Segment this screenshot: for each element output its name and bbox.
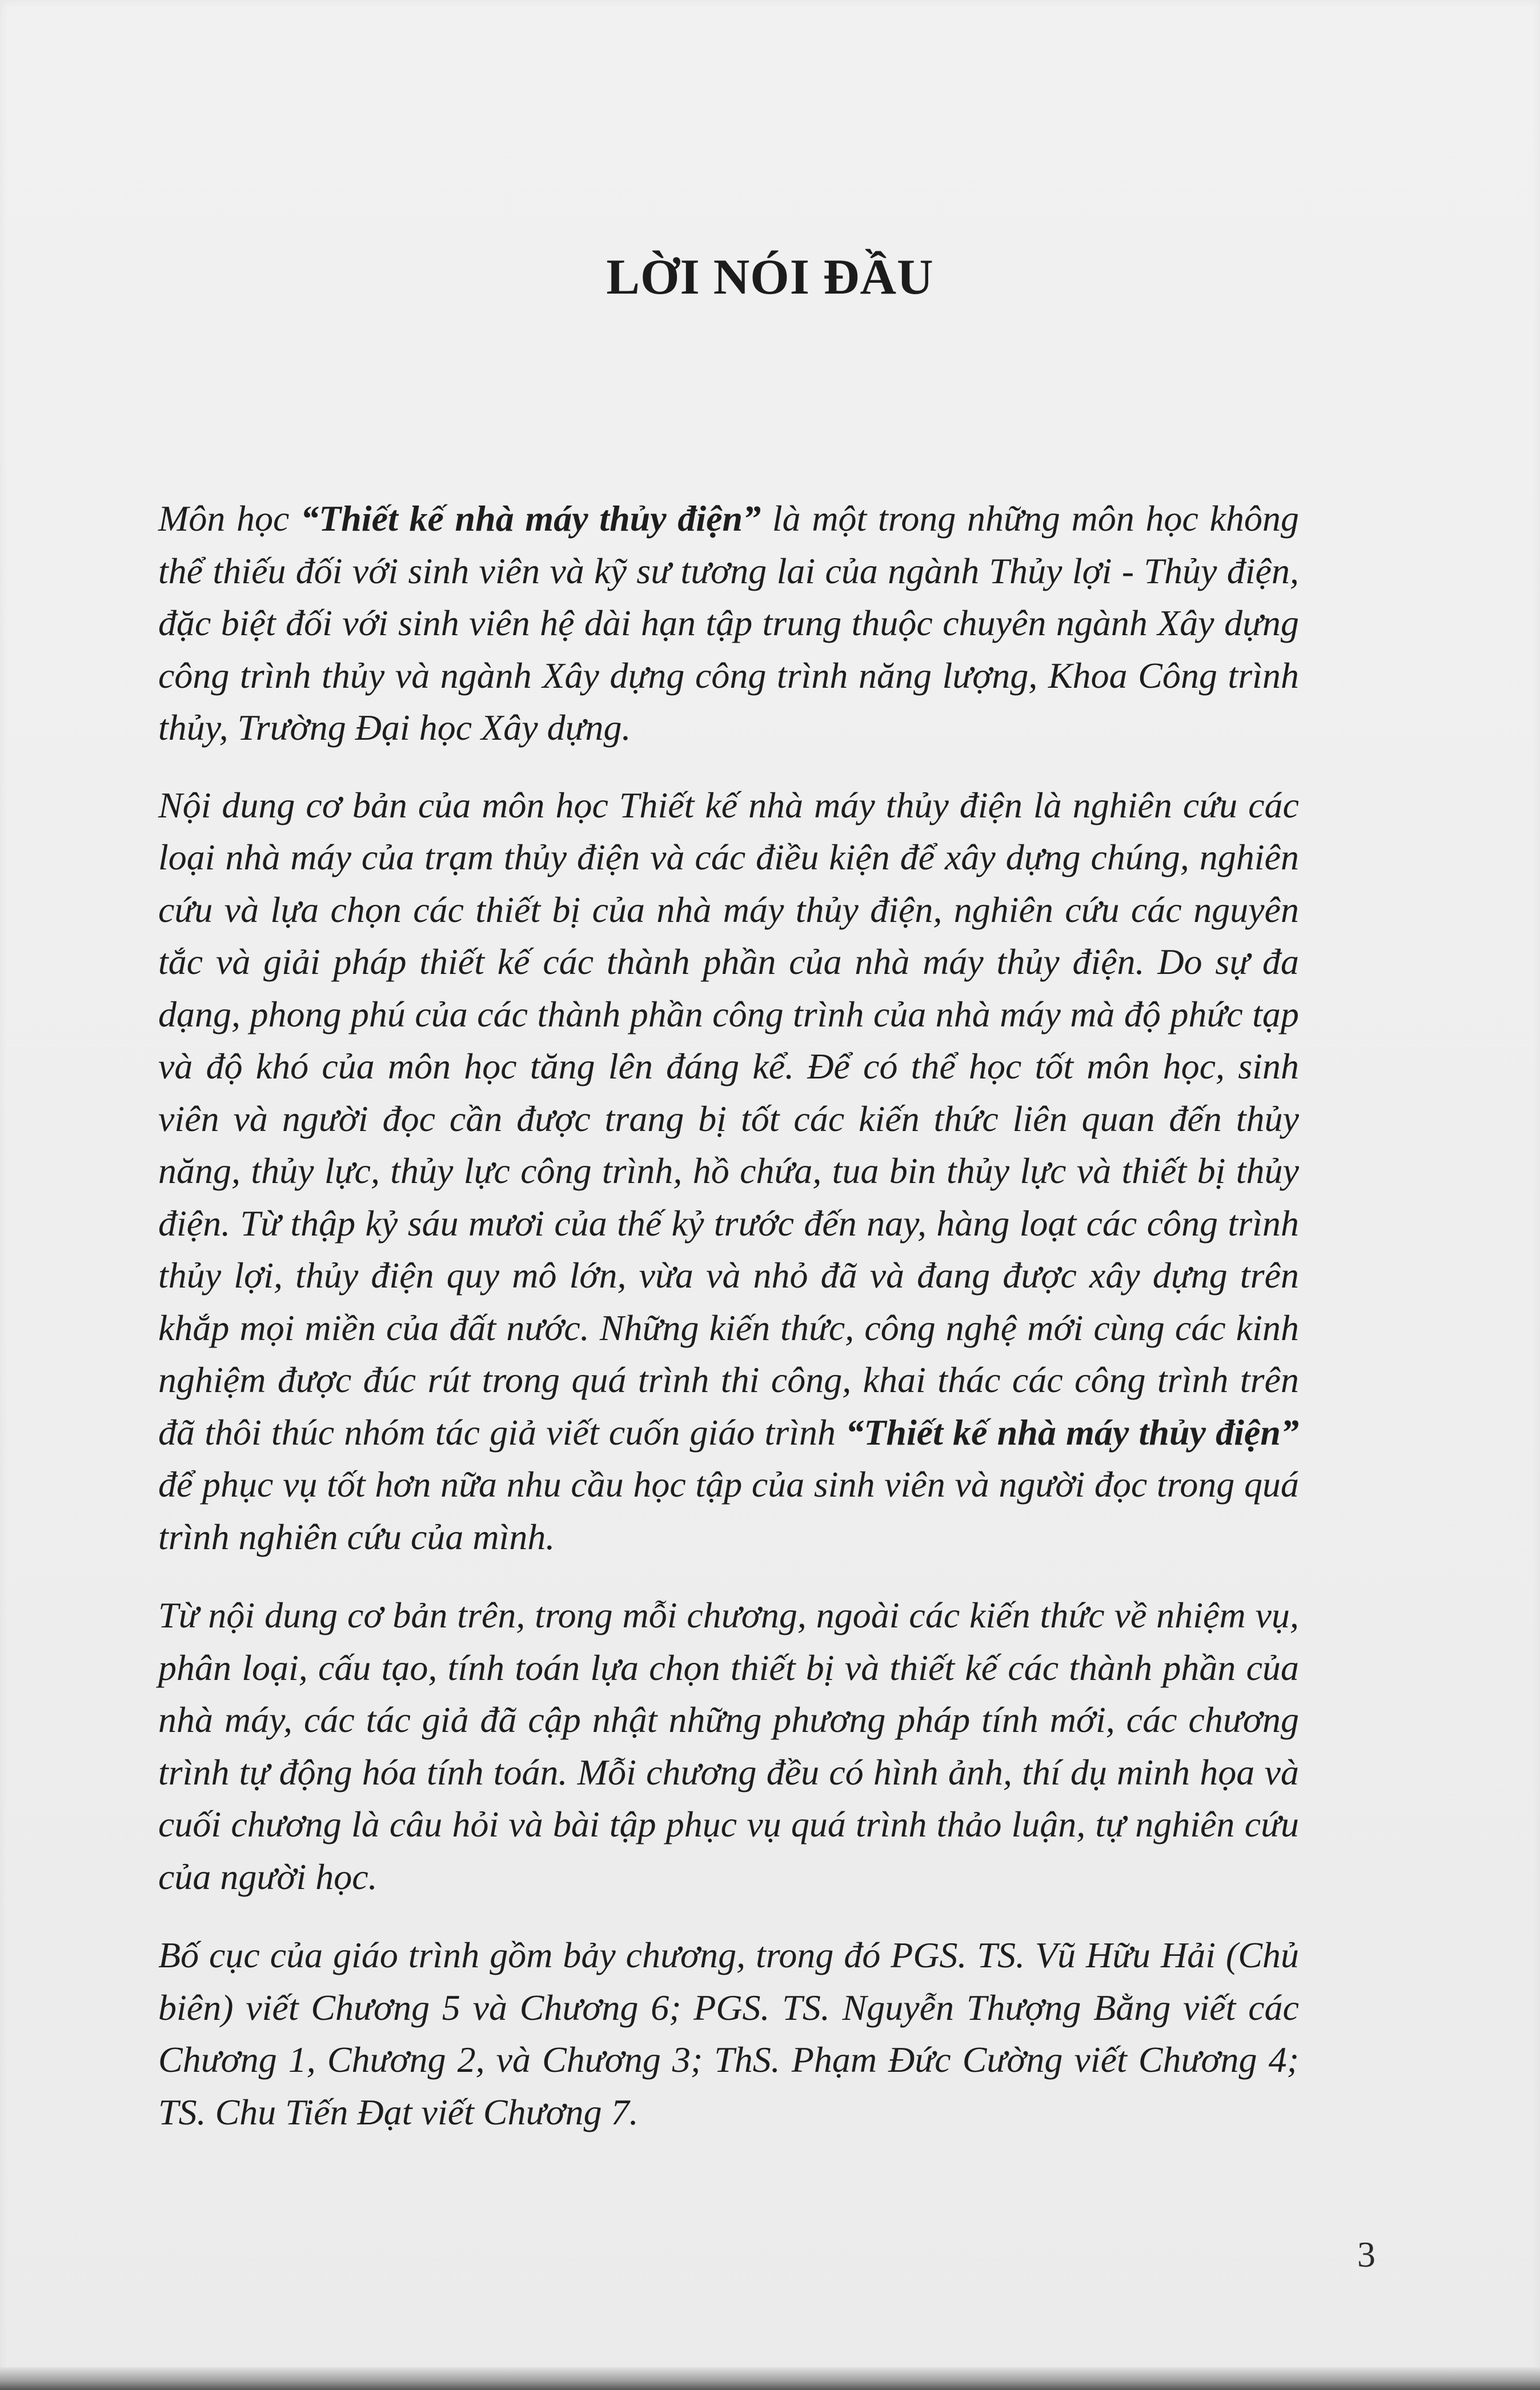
page-bottom-edge [0,2367,1540,2390]
page-title: LỜI NÓI ĐẦU [606,250,934,305]
book-title-emphasis: “Thiết kế nhà máy thủy điện” [300,498,761,539]
paragraph-1 [158,492,1299,754]
paragraph-1-post: là một trong những môn học không thể thiếu đối với sinh viên và kỹ sư tương lai của ngành Thủy lợi - Thủy điện, đặc biệt đối với sinh viên hệ dài hạn tập trung thuộc chuyên ngành Xây dựng công trình thủy và ngành Xây dựng công trình năng lượng, Khoa Công trình thủy, Trường Đại học Xây dựng. [158,498,1300,748]
page-number: 3 [1357,2234,1375,2275]
preface-body [158,492,1299,2164]
book-title-emphasis: “Thiết kế nhà máy thủy điện” [845,1411,1300,1453]
paragraph-2 [158,779,1299,1563]
paragraph-1-pre: Môn học [158,498,301,539]
paragraph-2-post: để phục vụ tốt hơn nữa nhu cầu học tập của sinh viên và người đọc trong quá trình nghiên cứu của mình. [158,1464,1299,1557]
paragraph-2-pre: Nội dung cơ bản của môn học Thiết kế nhà máy thủy điện là nghiên cứu các loại nhà máy của trạm thủy điện và các điều kiện để xây dựng chúng, nghiên cứu và lựa chọn các thiết bị của nhà máy thủy điện, nghiên cứu các nguyên tắc và giải pháp thiết kế các thành phần của nhà máy thủy điện. Do sự đa dạng, phong phú của các thành phần công trình của nhà máy mà độ phức tạp và độ khó của môn học tăng lên đáng kể. Để có thể học tốt môn học, sinh viên và người đọc cần được trang bị tốt các kiến thức liên quan đến thủy năng, thủy lực, thủy lực công trình, hồ chứa, tua bin thủy lực và thiết bị thủy điện. Từ thập kỷ sáu mươi của thế kỷ trước đến nay, hàng loạt các công trình thủy lợi, thủy điện quy mô lớn, vừa và nhỏ đã và đang được xây dựng trên khắp mọi miền của đất nước. Những kiến thức, công nghệ mới cùng các kinh nghiệm được đúc rút trong quá trình thi công, khai thác các công trình trên đã thôi thúc nhóm tác giả viết cuốn giáo trình [158,784,1299,1453]
paragraph-3: Từ nội dung cơ bản trên, trong mỗi chương, ngoài các kiến thức về nhiệm vụ, phân loại, cấu tạo, tính toán lựa chọn thiết bị và thiết kế các thành phần của nhà máy, các tác giả đã cập nhật những phương pháp tính mới, các chương trình tự động hóa tính toán. Mỗi chương đều có hình ảnh, thí dụ minh họa và cuối chương là câu hỏi và bài tập phục vụ quá trình thảo luận, tự nghiên cứu của người học. [158,1595,1299,1897]
paragraph-4: Bố cục của giáo trình gồm bảy chương, trong đó PGS. TS. Vũ Hữu Hải (Chủ biên) viết Chương 5 và Chương 6; PGS. TS. Nguyễn Thượng Bằng viết các Chương 1, Chương 2, và Chương 3; ThS. Phạm Đức Cường viết Chương 4; TS. Chu Tiến Đạt viết Chương 7. [158,1935,1299,2132]
